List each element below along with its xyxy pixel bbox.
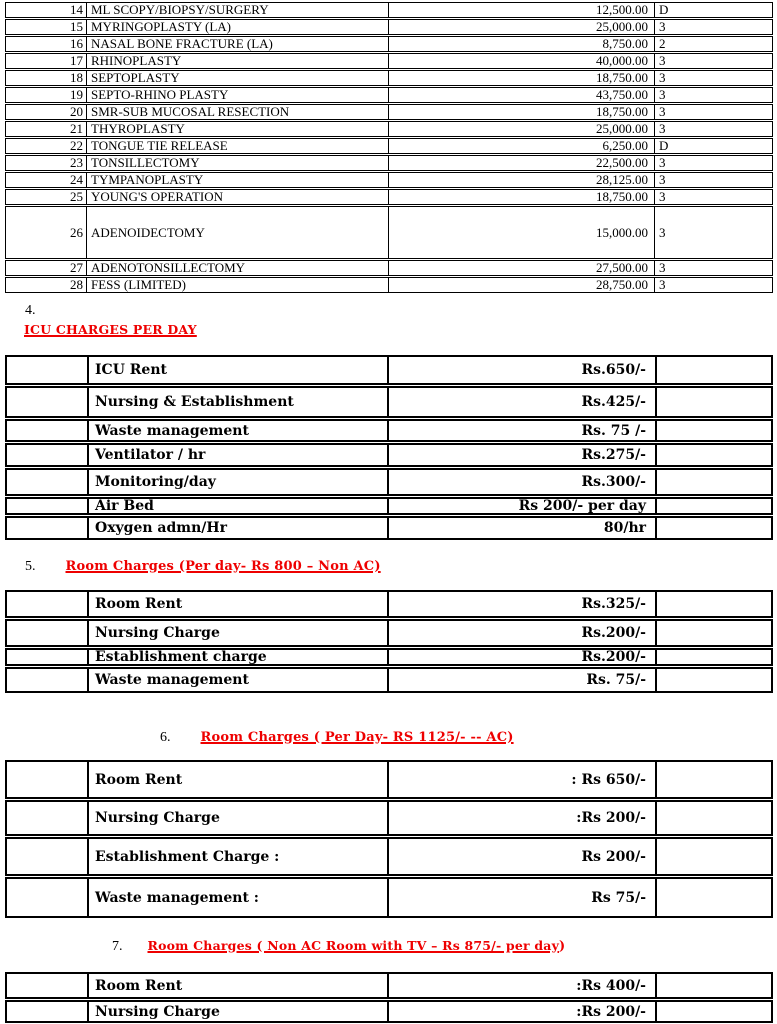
procedure-code: 3	[654, 20, 772, 34]
procedure-price: 28,125.00	[388, 173, 654, 187]
procedure-row	[5, 19, 773, 35]
charge-row-empty-right	[655, 974, 771, 997]
section-number-7: 7.	[112, 939, 123, 954]
charge-row-empty-right	[655, 592, 771, 616]
charge-row-empty-left	[7, 1002, 87, 1021]
procedure-code: D	[654, 139, 772, 153]
procedure-row	[5, 70, 773, 86]
procedure-code: 2	[654, 37, 772, 51]
procedure-number: 27	[70, 261, 83, 275]
procedure-price: 22,500.00	[388, 156, 654, 170]
charge-label: Oxygen admn/Hr	[87, 518, 387, 538]
charge-row-empty-right	[655, 357, 771, 383]
procedure-price: 40,000.00	[388, 54, 654, 68]
charge-row-empty-left	[7, 357, 87, 383]
charge-row-empty-right	[655, 839, 771, 874]
procedure-row	[5, 87, 773, 103]
charge-label: Room Rent	[87, 974, 387, 997]
section-heading-line-6	[0, 730, 777, 746]
charge-label: Waste management	[87, 421, 387, 440]
procedure-name: YOUNG'S OPERATION	[86, 190, 388, 204]
charge-label: Ventilator / hr	[87, 445, 387, 465]
charge-row-empty-left	[7, 621, 87, 645]
section-heading-room-tv-suffix: )	[559, 939, 566, 954]
charge-label: Room Rent	[87, 762, 387, 797]
procedure-name: SEPTO-RHINO PLASTY	[86, 88, 388, 102]
procedure-price: 15,000.00	[388, 207, 654, 258]
section-number-6: 6.	[160, 730, 171, 745]
procedure-price: 18,750.00	[388, 71, 654, 85]
procedure-number: 26	[70, 224, 83, 240]
charge-row-empty-left	[7, 669, 87, 691]
procedure-name: ADENOIDECTOMY	[86, 207, 388, 258]
charge-label: ICU Rent	[87, 357, 387, 383]
charge-row-empty-right	[655, 879, 771, 916]
procedure-name: NASAL BONE FRACTURE (LA)	[86, 37, 388, 51]
charge-label: Nursing Charge	[87, 802, 387, 834]
procedure-number: 20	[70, 105, 83, 119]
charge-row	[5, 760, 773, 799]
procedure-name: SEPTOPLASTY	[86, 71, 388, 85]
procedure-code: 3	[654, 156, 772, 170]
procedure-name: TYMPANOPLASTY	[86, 173, 388, 187]
procedure-price: 28,750.00	[388, 278, 654, 292]
charge-value: Rs.300/-	[387, 470, 655, 494]
charge-row-empty-left	[7, 388, 87, 416]
room-tv-charges-table	[5, 972, 773, 1023]
charge-value: Rs.200/-	[387, 650, 655, 664]
charge-row-empty-left	[7, 470, 87, 494]
room-ac-charges-table	[5, 760, 773, 918]
procedure-row	[5, 260, 773, 276]
charge-row	[5, 877, 773, 918]
section-heading-line-5	[0, 559, 777, 575]
section-heading-line-7	[0, 938, 777, 955]
charge-row-empty-left	[7, 802, 87, 834]
charge-row	[5, 1000, 773, 1023]
charge-row-empty-left	[7, 592, 87, 616]
charge-value: 80/hr	[387, 518, 655, 538]
charge-row	[5, 497, 773, 515]
charge-row	[5, 648, 773, 666]
charge-row-empty-left	[7, 650, 87, 664]
procedure-row	[5, 172, 773, 188]
procedure-row	[5, 2, 773, 18]
procedure-price: 27,500.00	[388, 261, 654, 275]
procedure-price: 43,750.00	[388, 88, 654, 102]
procedure-name: SMR-SUB MUCOSAL RESECTION	[86, 105, 388, 119]
charge-label: Waste management :	[87, 879, 387, 916]
procedure-name: FESS (LIMITED)	[86, 278, 388, 292]
charge-row-empty-right	[655, 499, 771, 513]
procedure-code: 3	[654, 54, 772, 68]
charge-row-empty-right	[655, 388, 771, 416]
procedure-name: ADENOTONSILLECTOMY	[86, 261, 388, 275]
room-non-ac-charges-table	[5, 590, 773, 693]
charge-row	[5, 386, 773, 418]
procedure-row	[5, 138, 773, 154]
charge-row	[5, 419, 773, 442]
charge-row	[5, 355, 773, 385]
section-heading-room-non-ac: Room Charges (Per day- Rs 800 – Non AC)	[65, 559, 381, 574]
charge-value: Rs.425/-	[387, 388, 655, 416]
procedure-number: 16	[70, 37, 83, 51]
charge-value: Rs 75/-	[387, 879, 655, 916]
charge-row-empty-right	[655, 518, 771, 538]
section-heading-icu-charges: ICU CHARGES PER DAY	[24, 322, 197, 337]
charge-row-empty-right	[655, 621, 771, 645]
procedure-code: 3	[654, 122, 772, 136]
charge-row-empty-right	[655, 1002, 771, 1021]
section-heading-room-ac: Room Charges ( Per Day- RS 1125/- -- AC)	[200, 730, 514, 745]
charge-row	[5, 516, 773, 540]
procedure-row	[5, 104, 773, 120]
charge-row-empty-left	[7, 974, 87, 997]
charge-row-empty-right	[655, 802, 771, 834]
charge-label: Establishment charge	[87, 650, 387, 664]
charge-row-empty-right	[655, 445, 771, 465]
procedure-number: 25	[70, 190, 83, 204]
procedure-number: 19	[70, 88, 83, 102]
charge-value: Rs.275/-	[387, 445, 655, 465]
charge-label: Room Rent	[87, 592, 387, 616]
icu-charges-table	[5, 355, 773, 540]
charge-row-empty-right	[655, 470, 771, 494]
charge-row	[5, 837, 773, 876]
procedure-price: 18,750.00	[388, 105, 654, 119]
procedure-row	[5, 277, 773, 293]
procedure-price: 18,750.00	[388, 190, 654, 204]
procedure-name: TONSILLECTOMY	[86, 156, 388, 170]
charge-row	[5, 667, 773, 693]
charge-label: Air Bed	[87, 499, 387, 513]
charge-row	[5, 590, 773, 618]
charge-row-empty-right	[655, 669, 771, 691]
charge-row-empty-left	[7, 518, 87, 538]
procedure-row	[5, 36, 773, 52]
procedure-price: 25,000.00	[388, 122, 654, 136]
charge-label: Monitoring/day	[87, 470, 387, 494]
procedure-number: 17	[70, 54, 83, 68]
charge-row-empty-left	[7, 762, 87, 797]
procedure-code: 3	[654, 278, 772, 292]
procedure-price: 6,250.00	[388, 139, 654, 153]
procedures-table	[5, 2, 773, 293]
section-number-5: 5.	[25, 559, 36, 574]
procedure-row	[5, 121, 773, 137]
procedure-name: THYROPLASTY	[86, 122, 388, 136]
procedure-row	[5, 206, 773, 259]
procedure-code: D	[654, 3, 772, 17]
procedure-price: 8,750.00	[388, 37, 654, 51]
procedure-name: RHINOPLASTY	[86, 54, 388, 68]
procedure-name: TONGUE TIE RELEASE	[86, 139, 388, 153]
charge-label: Waste management	[87, 669, 387, 691]
charge-label: Nursing Charge	[87, 1002, 387, 1021]
procedure-row	[5, 155, 773, 171]
procedure-code: 3	[654, 173, 772, 187]
procedure-number: 14	[70, 3, 83, 17]
charge-row-empty-left	[7, 839, 87, 874]
charge-row-empty-right	[655, 650, 771, 664]
charge-row-empty-left	[7, 445, 87, 465]
charge-row	[5, 443, 773, 467]
procedure-number: 23	[70, 156, 83, 170]
procedure-price: 12,500.00	[388, 3, 654, 17]
charge-row	[5, 972, 773, 999]
charge-row-empty-right	[655, 762, 771, 797]
charge-row-empty-left	[7, 879, 87, 916]
procedure-code: 3	[654, 105, 772, 119]
charge-value: : Rs 650/-	[387, 762, 655, 797]
procedure-row	[5, 189, 773, 205]
charge-value: :Rs 200/-	[387, 1002, 655, 1021]
charge-value: Rs. 75 /-	[387, 421, 655, 440]
procedure-number: 22	[70, 139, 83, 153]
procedure-code: 3	[654, 71, 772, 85]
charge-row	[5, 619, 773, 647]
procedure-code: 3	[654, 190, 772, 204]
charge-value: Rs.200/-	[387, 621, 655, 645]
procedure-price: 25,000.00	[388, 20, 654, 34]
charge-label: Nursing & Establishment	[87, 388, 387, 416]
charge-value: Rs 200/-	[387, 839, 655, 874]
section-heading-room-tv: Room Charges ( Non AC Room with TV – Rs 875/- per day	[147, 938, 560, 953]
charge-value: Rs 200/- per day	[387, 499, 655, 513]
procedure-name: MYRINGOPLASTY (LA)	[86, 20, 388, 34]
charge-value: Rs.650/-	[387, 357, 655, 383]
procedure-number: 15	[70, 20, 83, 34]
procedure-number: 18	[70, 71, 83, 85]
procedure-code: 3	[654, 261, 772, 275]
procedure-code: 3	[654, 88, 772, 102]
charge-row-empty-right	[655, 421, 771, 440]
procedure-name: ML SCOPY/BIOPSY/SURGERY	[86, 3, 388, 17]
charge-value: Rs. 75/-	[387, 669, 655, 691]
procedure-number: 28	[70, 278, 83, 292]
charge-value: :Rs 200/-	[387, 802, 655, 834]
section-number-4: 4.	[25, 303, 36, 318]
charge-row-empty-left	[7, 499, 87, 513]
charge-value: Rs.325/-	[387, 592, 655, 616]
charge-row-empty-left	[7, 421, 87, 440]
procedure-number: 24	[70, 173, 83, 187]
charge-label: Nursing Charge	[87, 621, 387, 645]
procedure-number: 21	[70, 122, 83, 136]
charge-value: :Rs 400/-	[387, 974, 655, 997]
procedure-code: 3	[654, 207, 772, 258]
charge-label: Establishment Charge :	[87, 839, 387, 874]
charge-row	[5, 800, 773, 836]
charge-row	[5, 468, 773, 496]
procedure-row	[5, 53, 773, 69]
